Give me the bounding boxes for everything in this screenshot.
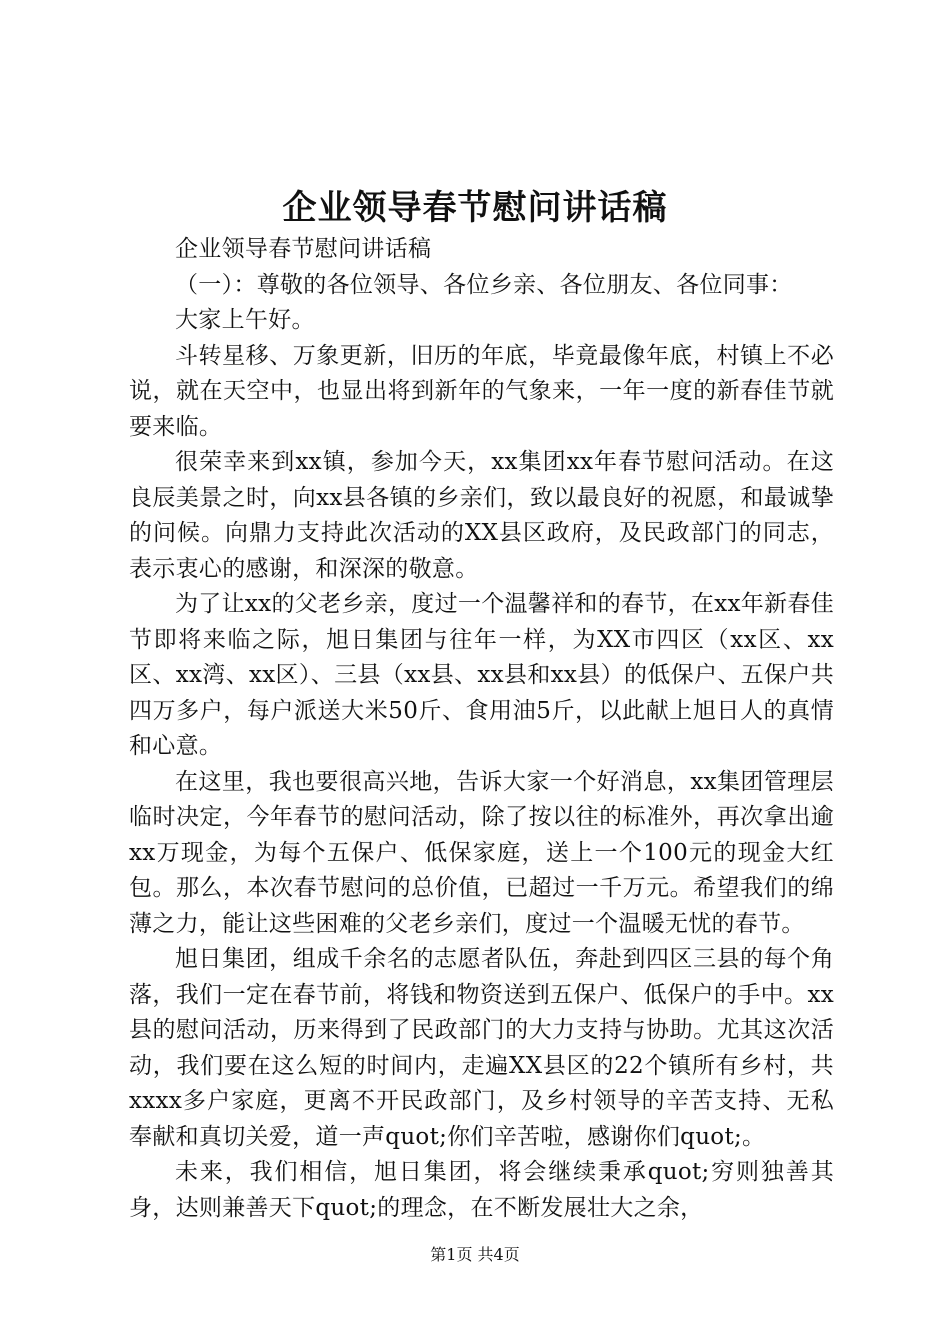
document-title: 企业领导春节慰问讲话稿 xyxy=(282,188,668,228)
paragraph: 为了让xx的父老乡亲，度过一个温馨祥和的春节，在xx年新春佳节即将来临之际，旭日集团与往年一样，为XX市四区（xx区、xx区、xx湾、xx区）、三县（xx县、xx县和xx县）的低保户、五保户共四万多户，每户派送大米50斤、食用油5斤，以此献上旭日人的真情和心意。 xyxy=(129,591,834,759)
paragraph-greeting: 大家上午好。 xyxy=(175,307,315,333)
paragraph-salutation: （一）：尊敬的各位领导、各位乡亲、各位朋友、各位同事： xyxy=(175,271,793,298)
paragraph: 在这里，我也要很高兴地，告诉大家一个好消息，xx集团管理层临时决定，今年春节的慰问活动，除了按以往的标准外，再次拿出逾xx万现金，为每个五保户、低保家庭，送上一个100元的现金大红包。那么，本次春节慰问的总价值，已超过一千万元。希望我们的绵薄之力，能让这些困难的父老乡亲们，度过一个温暖无忧的春节。 xyxy=(129,768,834,937)
paragraph-subtitle: 企业领导春节慰问讲话稿 xyxy=(175,236,432,262)
paragraph: 斗转星移、万象更新，旧历的年底，毕竟最像年底，村镇上不必说，就在天空中，也显出将到新年的气象来，一年一度的新春佳节就要来临。 xyxy=(129,342,834,440)
paragraph: 旭日集团，组成千余名的志愿者队伍，奔赴到四区三县的每个角落，我们一定在春节前，将钱和物资送到五保户、低保户的手中。xx县的慰问活动，历来得到了民政部门的大力支持与协助。尤其这次活动，我们要在这么短的时间内，走遍XX县区的22个镇所有乡村，共xxxx多户家庭，更离不开民政部门，及乡村领导的辛苦支持、无私奉献和真切关爱，道一声quot;你们辛苦啦，感谢你们quot;。 xyxy=(129,946,834,1150)
page-number-footer: 第1页 共4页 xyxy=(430,1245,520,1264)
paragraph: 未来，我们相信，旭日集团，将会继续秉承quot;穷则独善其身，达则兼善天下quot;的理念，在不断发展壮大之余， xyxy=(129,1159,834,1221)
document-body xyxy=(129,232,834,1226)
paragraph: 很荣幸来到xx镇，参加今天，xx集团xx年春节慰问活动。在这良辰美景之时，向xx县各镇的乡亲们，致以最良好的祝愿，和最诚挚的问候。向鼎力支持此次活动的XX县区政府，及民政部门的同志，表示衷心的感谢，和深深的敬意。 xyxy=(129,449,834,582)
